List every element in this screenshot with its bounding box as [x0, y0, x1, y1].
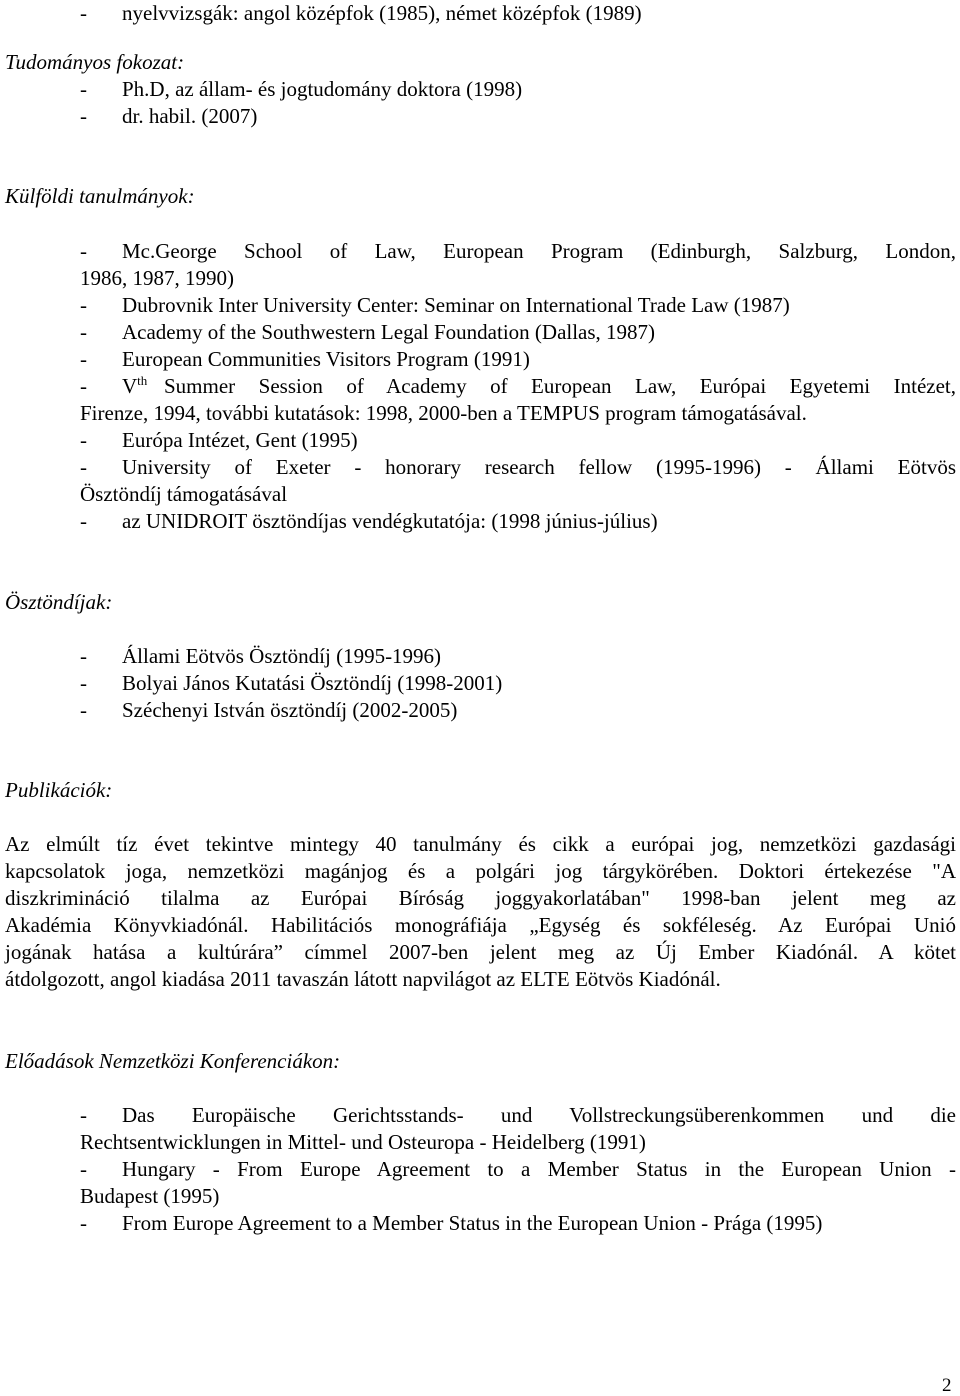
list-dash: -	[80, 320, 87, 344]
study-item-ec-program: European Communities Visitors Program (1991)	[122, 347, 530, 371]
conference-item-heidelberg: Das Europäische Gerichtsstands- und Vollstreckungsüberenkommen und die	[122, 1103, 956, 1127]
conferences-heading: Előadások Nemzetközi Konferenciákon:	[5, 1049, 341, 1073]
list-dash: -	[80, 455, 87, 479]
publications-paragraph-line: kapcsolatok joga, nemzetközi magánjog és a polgári jog tárgykörében. Doktori értekezése "A	[5, 859, 956, 883]
study-item-mcgeorge-cont: 1986, 1987, 1990)	[80, 266, 234, 290]
list-dash: -	[80, 239, 87, 263]
list-dash: -	[80, 1211, 87, 1235]
list-dash: -	[80, 698, 87, 722]
degree-item: Ph.D, az állam- és jogtudomány doktora (1998)	[122, 77, 523, 101]
publications-paragraph-line: diszkrimináció tilalma az Európai Bíróság joggyakorlatában" 1998-ban jelent meg az	[5, 886, 956, 910]
list-dash: -	[80, 1, 87, 25]
session-ordinal-suffix: th	[137, 373, 148, 388]
conference-item-praga: From Europe Agreement to a Member Status in the European Union - Prága (1995)	[122, 1211, 823, 1235]
studies-heading: Külföldi tanulmányok:	[5, 184, 195, 208]
degree-heading: Tudományos fokozat:	[5, 50, 185, 74]
list-dash: -	[80, 104, 87, 128]
study-item-gent: Európa Intézet, Gent (1995)	[122, 428, 358, 452]
study-item-mcgeorge: Mc.George School of Law, European Program (Edinburgh, Salzburg, London,	[122, 239, 956, 263]
conference-item-budapest-cont: Budapest (1995)	[80, 1184, 220, 1208]
publications-heading: Publikációk:	[5, 778, 113, 802]
list-dash: -	[80, 644, 87, 668]
session-ordinal: V	[122, 374, 138, 398]
scholarship-item: Állami Eötvös Ösztöndíj (1995-1996)	[122, 644, 442, 668]
list-dash: -	[80, 347, 87, 371]
study-item-summer-session: Summer Session of Academy of European Law, Európai Egyetemi Intézet,	[164, 374, 956, 398]
list-dash: -	[80, 293, 87, 317]
publications-paragraph-line: jogának hatása a kultúrára” címmel 2007-ben jelent meg az Új Ember Kiadónál. A kötet	[5, 940, 956, 964]
publications-paragraph-line: Az elmúlt tíz évet tekintve mintegy 40 tanulmány és cikk a európai jog, nemzetközi gazdasági	[5, 832, 956, 856]
conference-item-heidelberg-cont: Rechtsentwicklungen in Mittel- und Osteuropa - Heidelberg (1991)	[80, 1130, 646, 1154]
study-item-exeter: University of Exeter - honorary research fellow (1995-1996) - Állami Eötvös	[122, 455, 956, 479]
publications-paragraph-line: átdolgozott, angol kiadása 2011 tavaszán látott napvilágot az ELTE Eötvös Kiadónál.	[5, 967, 721, 991]
list-dash: -	[80, 428, 87, 452]
conference-item-budapest: Hungary - From Europe Agreement to a Member Status in the European Union -	[122, 1157, 956, 1181]
list-dash: -	[80, 509, 87, 533]
page-number: 2	[942, 1375, 952, 1396]
list-dash: -	[80, 671, 87, 695]
study-item-academy: Academy of the Southwestern Legal Foundation (Dallas, 1987)	[122, 320, 656, 344]
degree-item: dr. habil. (2007)	[122, 104, 258, 128]
list-dash: -	[80, 1103, 87, 1127]
list-dash: -	[80, 77, 87, 101]
language-exam-item: nyelvvizsgák: angol középfok (1985), német középfok (1989)	[122, 1, 642, 25]
study-item-exeter-cont: Ösztöndíj támogatásával	[80, 482, 288, 506]
list-dash: -	[80, 1157, 87, 1181]
list-dash: -	[80, 374, 87, 398]
publications-paragraph-line: Akadémia Könyvkiadónál. Habilitációs monográfiája „Egység és sokféleség. Az Európai Unió	[5, 913, 956, 937]
scholarships-heading: Ösztöndíjak:	[5, 590, 113, 614]
study-item-session-ordinal	[122, 373, 162, 400]
study-item-dubrovnik: Dubrovnik Inter University Center: Seminar on International Trade Law (1987)	[122, 293, 790, 317]
study-item-summer-session-cont: Firenze, 1994, további kutatások: 1998, 2000-ben a TEMPUS program támogatásával.	[80, 401, 807, 425]
study-item-unidroit: az UNIDROIT ösztöndíjas vendégkutatója: (1998 június-július)	[122, 509, 658, 533]
scholarship-item: Széchenyi István ösztöndíj (2002-2005)	[122, 698, 458, 722]
scholarship-item: Bolyai János Kutatási Ösztöndíj (1998-2001)	[122, 671, 503, 695]
